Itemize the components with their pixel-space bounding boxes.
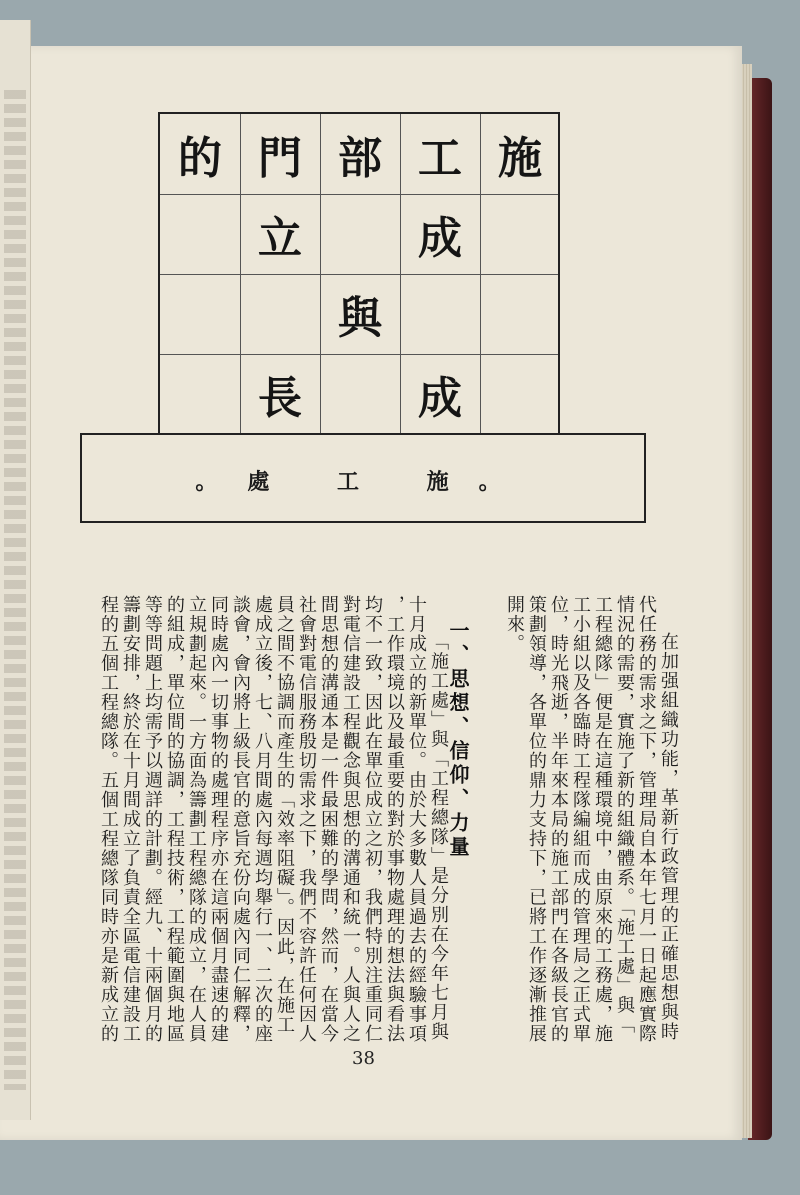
text-column: 談會，會內將上級長官的意旨充份向處內同仁解釋，: [230, 595, 251, 1044]
title-grid: [158, 112, 560, 438]
title-char: 部: [338, 133, 382, 184]
title-char: 成: [418, 213, 462, 264]
text-column: 開來。: [504, 595, 525, 654]
section-heading: 一、思想、信仰、力量: [446, 620, 470, 860]
title-char: 長: [258, 373, 302, 424]
text-column: 位，時光飛逝，半年來本局的施工部門在各級長官的: [548, 595, 569, 1044]
facing-page-text-ghost: [4, 90, 26, 1090]
text-column: 處成立後，七、八月間處內每週均舉行一、二次的座: [252, 595, 273, 1044]
text-column: 對電信建設工程觀念與思想的溝通和統一。人與人之: [340, 595, 361, 1044]
text-column: 策劃領導，各單位的鼎力支持下，已將工作逐漸推展: [526, 595, 547, 1044]
text-column: 均不一致，因此在單位成立之初，我們特別注重同仁: [362, 595, 383, 1044]
facing-page-edge: [0, 20, 31, 1120]
title-char: 施: [498, 133, 542, 184]
text-column: 員之間不協調而產生的「效率阻礙」。因此，在施工: [274, 595, 295, 1035]
text-column: 「施工處」與「工程總隊」是分別在今年七月與: [428, 632, 449, 1042]
text-column: 十月成立的新單位。由於大多數人員過去的經驗事項: [406, 595, 427, 1044]
title-char: 成: [418, 373, 462, 424]
text-column: 代任務的需求之下，管理局自本年七月一日起應實際: [636, 595, 657, 1044]
text-column: 在加强組織功能，革新行政管理的正確思想與時: [658, 632, 679, 1042]
text-column: 籌劃安排，終於在十月間成立了負責全區電信建設工: [120, 595, 141, 1044]
text-column: 社會對電信服務殷切需求之下，我們不容許任何因人: [296, 595, 317, 1044]
author-banner: [80, 433, 646, 523]
text-column: 程的五個工程總隊。五個工程總隊同時亦是新成立的: [98, 595, 119, 1044]
text-column: 立規劃起來。一方面為籌劃工程總隊的成立，在人員: [186, 595, 207, 1044]
text-column: 的組成，單位間的協調，工程技術，工程範圍與地區: [164, 595, 185, 1044]
grid-hline: [160, 194, 558, 195]
author-name: 。處 工 施。: [195, 470, 531, 495]
title-char: 與: [338, 293, 382, 344]
text-column: ，工作環境以及最重要的對於事物處理的想法與看法: [384, 595, 405, 1044]
title-char: 立: [258, 213, 302, 264]
text-column: 等等問題上均需予以週詳的計劃。經九、十兩個月的: [142, 595, 163, 1044]
text-column: 情況的需要，實施了新的組織體系。「施工處」與「: [614, 595, 635, 1035]
title-char: 的: [178, 133, 222, 184]
text-column: 工程總隊」便是在這種環境中，由原來的工務處，施: [592, 595, 613, 1044]
text-column: 工小組以及各臨時工程隊編組而成的管理局之正式單: [570, 595, 591, 1044]
title-char: 門: [258, 133, 302, 184]
text-column: 同時處內一切事物的處理程序亦在這兩個月盡速的建: [208, 595, 229, 1044]
text-column: 間思想的溝通本是一件最困難的學問，然而，在當今: [318, 595, 339, 1044]
page-number: 38: [352, 1048, 375, 1069]
grid-hline: [160, 354, 558, 355]
title-char: 工: [418, 133, 462, 184]
